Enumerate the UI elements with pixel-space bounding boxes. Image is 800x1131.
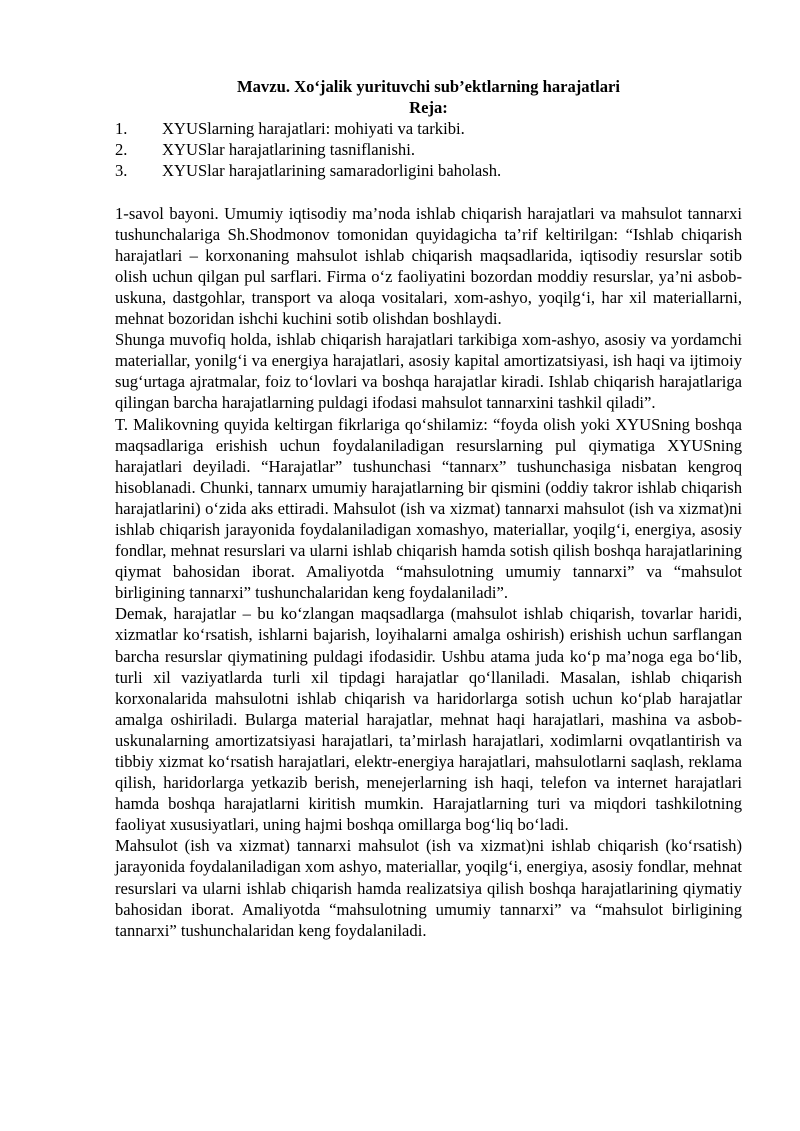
plan-item-number: 2. (115, 140, 128, 160)
body-paragraph: Demak, harajatlar – bu ko‘zlangan maqsadlarga (mahsulot ishlab chiqarish, tovarlar haridi, xizmatlar ko‘rsatish, ishlarni bajarish, loyihalarni amalga oshirish) erishish uchun sarflangan barcha resurslar qiymatining puldagi ifodasidir. Ushbu atama juda ko‘p ma’noga ega bo‘lib, turli xil vaziyatlarda turli xil tipdagi harajatlar qo‘llaniladi. Masalan, ishlab chiqarish korxonalarida mahsulotni ishlab chiqarish va haridorlarga sotish uchun ko‘plab harajatlar amalga oshiriladi. Bularga material harajatlar, mehnat haqi harajatlari, mashina va asbob-uskunalarning amortizatsiyasi harajatlari, ta’mirlash harajatlari, xodimlarni ovqatlantirish va tibbiy xizmat ko‘rsatish harajatlari, elektr-energiya harajatlari, mahsulotlarni saqlash, reklama qilish, haridorlarga yetkazib berish, menejerlarning ish haqi, telefon va internet harajatlari hamda boshqa harajatlarni kiritish mumkin. Harajatlarning turi va miqdori tashkilotning faoliyat xususiyatlari, uning hajmi boshqa omillarga bog‘liq bo‘ladi. (115, 604, 742, 835)
blank-line (115, 181, 742, 202)
plan-item-number: 3. (115, 161, 128, 181)
body-paragraph: 1-savol bayoni. Umumiy iqtisodiy ma’noda ishlab chiqarish harajatlari va mahsulot tannarxi tushunchalariga Sh.Shodmonov tomonidan quyidagicha ta’rif keltirilgan: “Ishlab chiqarish harajatlari – korxonaning mahsulot ishlab chiqarish maqsadlarida, iqtisodiy resurslar sotib olish uchun qilgan pul sarflari. Firma o‘z faoliyatini bozordan moddiy resurslar, ya’ni asbob-uskuna, dastgohlar, transport va aloqa vositalari, xom-ashyo, yoqilg‘i, har xil materiallarni, mehnat bozoridan ishchi kuchini sotib olishdan boshlaydi. (115, 203, 742, 329)
document-title: Mavzu. Xo‘jalik yurituvchi sub’ektlarning harajatlari (236, 77, 621, 96)
plan-heading: Reja: (409, 98, 448, 118)
body-paragraph: T. Malikovning quyida keltirgan fikrlariga qo‘shilamiz: “foyda olish yoki XYUSning boshqa maqsadlariga erishish uchun foydalaniladigan resurslarning pul qiymatiga XYUSning harajatlari deyiladi. “Harajatlar” tushunchasi “tannarx” tushunchasiga nisbatan kengroq hisoblanadi. Chunki, tannarx umumiy harajatlarning bir qismini (oddiy takror ishlab chiqarish harajatlarini) o‘zida aks ettiradi. Mahsulot (ish va xizmat) tannarxi mahsulot (ish va xizmat)ni ishlab chiqarish jarayonida foydalaniladigan xomashyo, materiallar, yoqilg‘i, energiya, asosiy fondlar, mehnat resurslari va ularni ishlab chiqarish hamda sotish qilish boshqa harajatlarining qiymat bahosidan iborat. Amaliyotda “mahsulotning umumiy tannarxi” va “mahsulot birligining tannarxi” tushunchalaridan keng foydalaniladi”. (115, 414, 742, 603)
plan-item-text: XYUSlarning harajatlari: mohiyati va tarkibi. (162, 119, 465, 139)
plan-item-text: XYUSlar harajatlarining tasniflanishi. (162, 140, 415, 160)
plan-item (115, 139, 742, 160)
body-paragraph: Shunga muvofiq holda, ishlab chiqarish harajatlari tarkibiga xom-ashyo, asosiy va yordamchi materiallar, yonilg‘i va energiya harajatlari, asosiy kapital amortizatsiyasi, ish haqi va ijtimoiy sug‘urtaga ajratmalar, foiz to‘lovlari va boshqa harajatlar kiradi. Ishlab chiqarish harajatlariga qilingan barcha harajatlarning puldagi ifodasi mahsulot tannarxini tashkil qiladi”. (115, 330, 742, 413)
body-paragraph: Mahsulot (ish va xizmat) tannarxi mahsulot (ish va xizmat)ni ishlab chiqarish (ko‘rsatish) jarayonida foydalaniladigan xom ashyo, materiallar, yoqilg‘i, energiya, asosiy fondlar, mehnat resurslari va ularni ishlab chiqarish hamda realizatsiya qilish boshqa harajatlarining qiymatiy bahosidan iborat. Amaliyotda “mahsulotning umumiy tannarxi” va “mahsulot birligining tannarxi” tushunchalaridan keng foydalaniladi. (115, 836, 742, 940)
document-page (115, 76, 742, 941)
plan-list (115, 118, 742, 181)
plan-item (115, 118, 742, 139)
plan-item-text: XYUSlar harajatlarining samaradorligini baholash. (162, 161, 502, 181)
plan-item (115, 160, 742, 181)
plan-item-number: 1. (115, 119, 128, 139)
